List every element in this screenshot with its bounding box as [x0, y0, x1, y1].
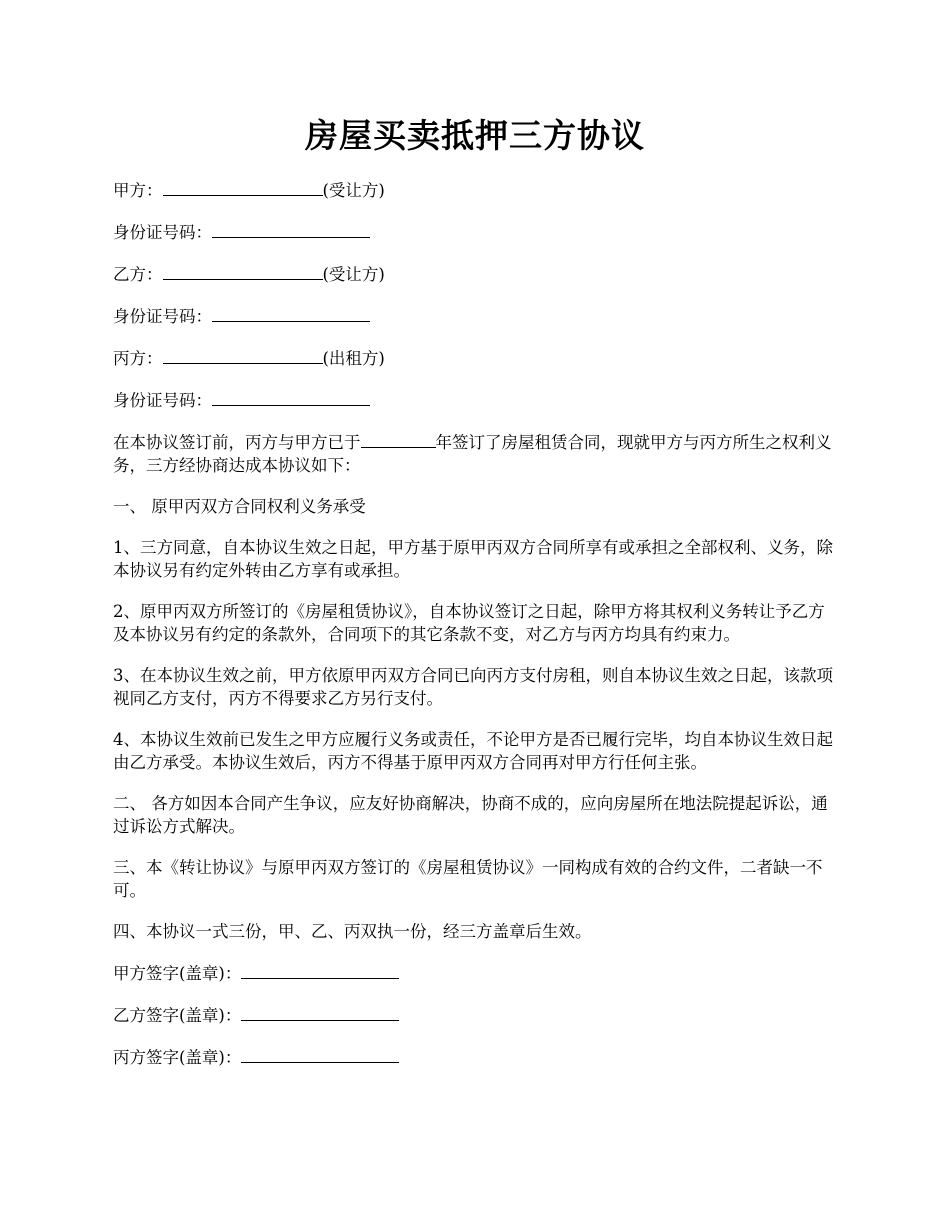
id-label: 身份证号码： [113, 307, 212, 326]
party-c-note: (出租方) [322, 349, 385, 368]
party-a-blank [163, 178, 323, 196]
party-a-id-line [113, 220, 841, 244]
clause-4: 4、本协议生效前已发生之甲方应履行义务或责任，不论甲方是否已履行完毕，均自本协议生效日起由乙方承受。本协议生效后，丙方不得基于原甲丙双方合同再对甲方行任何主张。 [113, 730, 833, 772]
signature-c-blank [241, 1045, 399, 1063]
signature-b-line [113, 1003, 841, 1027]
clause-1: 1、三方同意，自本协议生效之日起，甲方基于原甲丙双方合同所享有或承担之全部权利、义务，除本协议另有约定外转由乙方享有或承担。 [113, 538, 833, 580]
section-3: 三、本《转让协议》与原甲丙双方签订的《房屋租赁协议》一同构成有效的合约文件，二者缺一不可。 [113, 858, 823, 900]
party-c-line [113, 346, 841, 370]
party-a-note: (受让方) [322, 181, 385, 200]
signature-b-label: 乙方签字(盖章)： [113, 1006, 242, 1025]
party-b-id-line [113, 304, 841, 328]
party-b-id-blank [212, 304, 370, 322]
signature-c-label: 丙方签字(盖章)： [113, 1048, 242, 1067]
clause-2: 2、原甲丙双方所签订的《房屋租赁协议》，自本协议签订之日起，除甲方将其权利义务转让予乙方及本协议另有约定的条款外，合同项下的其它条款不变，对乙方与丙方均具有约束力。 [113, 602, 825, 644]
signature-a-blank [241, 961, 399, 979]
party-a-label: 甲方： [113, 181, 163, 200]
document-body [113, 178, 841, 1087]
section-4: 四、本协议一式三份，甲、乙、丙双执一份，经三方盖章后生效。 [113, 922, 592, 941]
party-a-id-blank [212, 220, 370, 238]
signature-a-line [113, 961, 841, 985]
party-b-line [113, 262, 841, 286]
party-c-blank [163, 346, 323, 364]
intro-after: 年签订了房屋租赁合同，现就甲方与丙方所生之权利义务，三方经协商达成本协议如下： [113, 433, 832, 475]
document-title: 房屋买卖抵押三方协议 [305, 116, 645, 155]
intro-before: 在本协议签订前，丙方与甲方已于 [113, 433, 361, 452]
clause-3: 3、在本协议生效之前，甲方依原甲丙双方合同已向丙方支付房租，则自本协议生效之日起，该款项视同乙方支付，丙方不得要求乙方另行支付。 [113, 666, 833, 708]
signature-b-blank [241, 1003, 399, 1021]
intro-paragraph [113, 430, 841, 477]
id-label: 身份证号码： [113, 391, 212, 410]
section-2: 二、 各方如因本合同产生争议，应友好协商解决，协商不成的，应向房屋所在地法院提起诉讼，通过诉讼方式解决。 [113, 794, 828, 836]
signature-c-line [113, 1045, 841, 1069]
party-c-id-blank [212, 388, 370, 406]
signature-a-label: 甲方签字(盖章)： [113, 964, 242, 983]
party-b-blank [163, 262, 323, 280]
party-c-id-line [113, 388, 841, 412]
party-b-note: (受让方) [322, 265, 385, 284]
party-b-label: 乙方： [113, 265, 163, 284]
section1-heading: 一、 原甲丙双方合同权利义务承受 [113, 497, 366, 516]
year-blank [361, 430, 436, 448]
id-label: 身份证号码： [113, 223, 212, 242]
party-c-label: 丙方： [113, 349, 163, 368]
party-a-line [113, 178, 841, 202]
